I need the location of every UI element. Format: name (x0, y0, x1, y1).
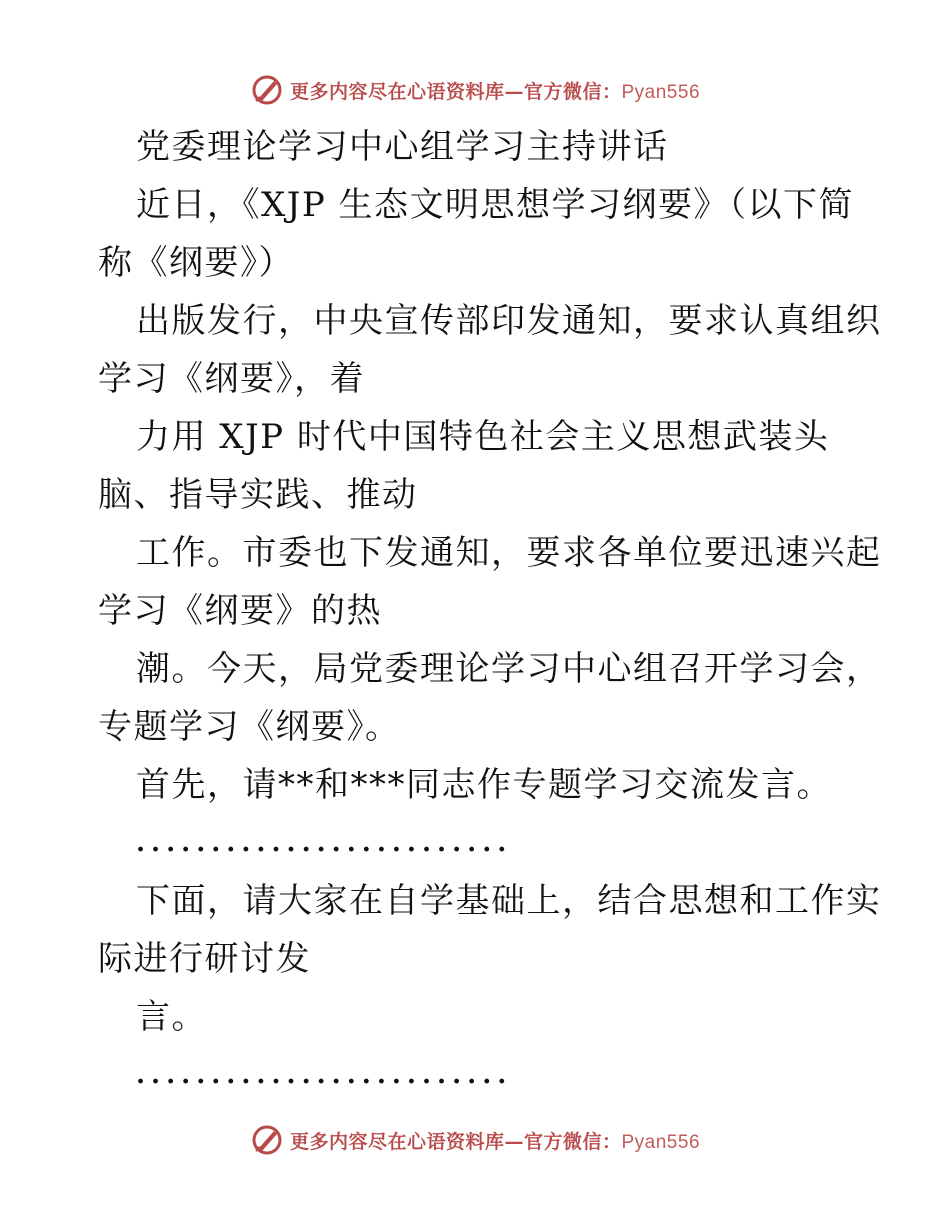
quill-logo-icon (250, 73, 284, 107)
dotted-separator: ......................... (136, 828, 513, 858)
watermark-text: 更多内容尽在心语资料库—官方微信：Pyan556 (289, 1130, 701, 1153)
paragraph-line: 首先，请**和***同志作专题学习交流发言。 (136, 765, 832, 805)
paragraph-line: 脑、指导实践、推动 (98, 475, 418, 515)
paragraph-line: 学习《纲要》，着 (98, 359, 365, 399)
paragraph-line: 潮。今天，局党委理论学习中心组召开学习会， (136, 649, 882, 689)
paragraph-line: 言。 (136, 997, 207, 1037)
paragraph-line: 近日，《XJP 生态文明思想学习纲要》（以下简 (136, 185, 855, 225)
paragraph-line: 际进行研讨发 (98, 939, 311, 979)
footer-watermark (0, 1120, 950, 1160)
paragraph-line: 专题学习《纲要》。 (98, 707, 401, 747)
paragraph-line: 称《纲要》） (98, 243, 294, 283)
paragraph-line: 下面，请大家在自学基础上，结合思想和工作实 (136, 881, 882, 921)
watermark-text: 更多内容尽在心语资料库—官方微信：Pyan556 (289, 80, 701, 103)
paragraph-line: 学习《纲要》的热 (98, 591, 382, 631)
dotted-separator: ......................... (136, 1060, 513, 1090)
document-title: 党委理论学习中心组学习主持讲话 (136, 127, 669, 167)
paragraph-line: 出版发行，中央宣传部印发通知，要求认真组织 (136, 301, 882, 341)
paragraph-line: 工作。市委也下发通知，要求各单位要迅速兴起 (136, 533, 882, 573)
paragraph-line: 力用 XJP 时代中国特色社会主义思想武装头 (136, 417, 830, 457)
header-watermark (0, 70, 950, 110)
document-body (98, 118, 882, 1104)
quill-logo-icon (250, 1123, 284, 1157)
